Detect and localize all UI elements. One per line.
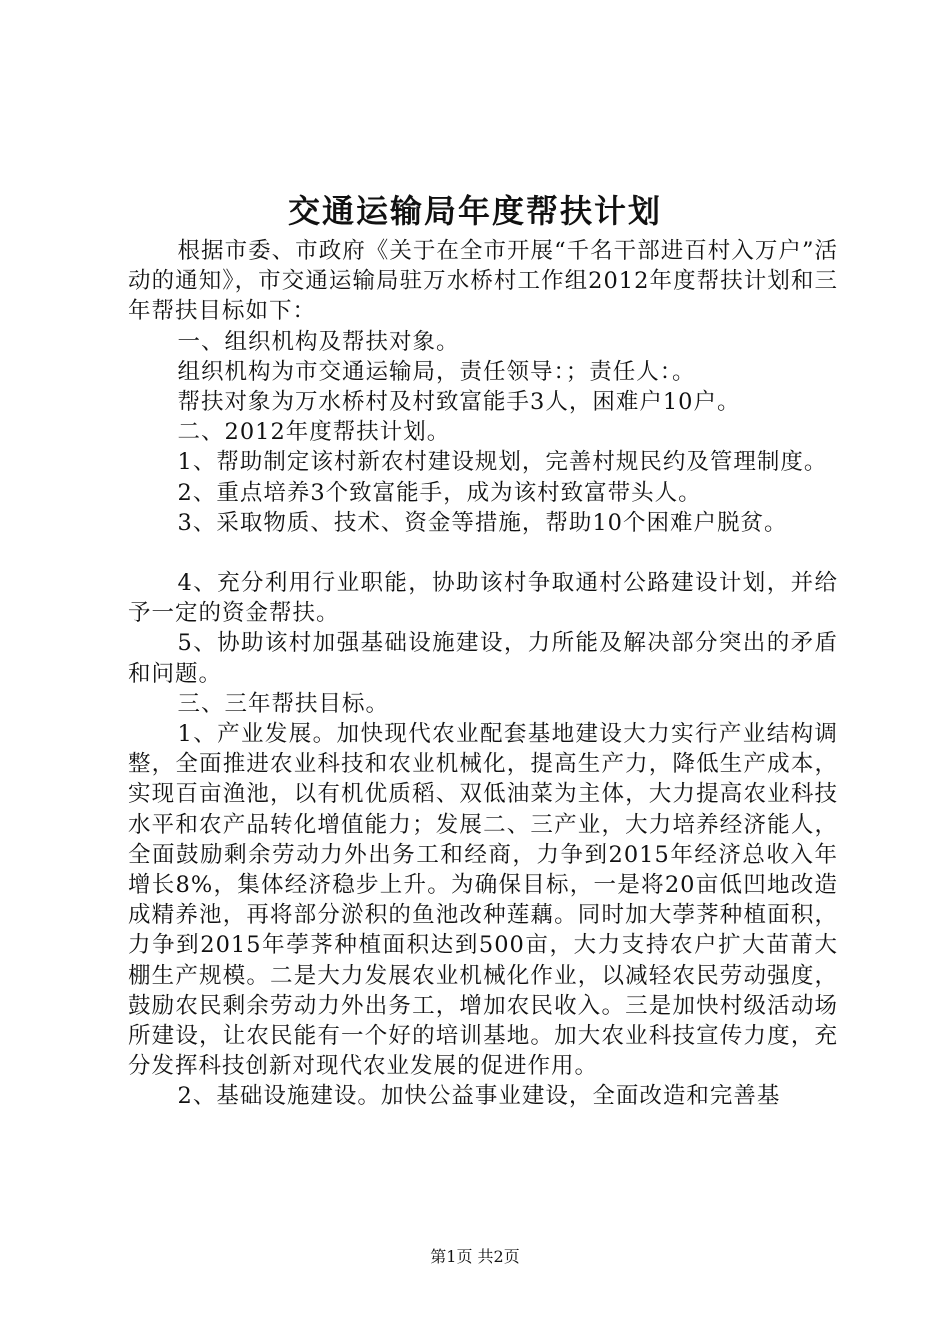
document-body	[128, 236, 838, 1112]
paragraph-targets: 帮扶对象为万水桥村及村致富能手3人，困难户10户。	[177, 389, 741, 416]
paragraph-goal-industry: 1、产业发展。加快现代农业配套基地建设大力实行产业结构调整，全面推进农业科技和农业机械化，提高生产力，降低生产成本，实现百亩渔池，以有机优质稻、双低油菜为主体，大力提高农业科技水平和农产品转化增值能力；发展二、三产业，大力培养经济能人，全面鼓励剩余劳动力外出务工和经商，力争到2015年经济总收入年增长8%，集体经济稳步上升。为确保目标，一是将20亩低凹地改造成精养池，再将部分淤积的鱼池改种莲藕。同时加大荸荠种植面积，力争到2015年荸荠种植面积达到500亩，大力支持农户扩大苗莆大棚生产规模。二是大力发展农业机械化作业，以减轻农民劳动强度，鼓励农民剩余劳动力外出务工，增加农民收入。三是加快村级活动场所建设，让农民能有一个好的培训基地。加大农业科技宣传力度，充分发挥科技创新对现代农业发展的促进作用。	[128, 721, 838, 1080]
document-title: 交通运输局年度帮扶计划	[287, 192, 662, 230]
paragraph-goal-infrastructure: 2、基础设施建设。加快公益事业建设，全面改造和完善基	[177, 1083, 781, 1110]
paragraph-section-3-heading: 三、三年帮扶目标。	[177, 690, 390, 717]
paragraph-plan-item-1: 1、帮助制定该村新农村建设规划，完善村规民约及管理制度。	[177, 449, 828, 476]
paragraph-plan-item-2: 2、重点培养3个致富能手，成为该村致富带头人。	[177, 479, 702, 506]
page-footer: 第1页 共2页	[430, 1247, 520, 1266]
paragraph-organization: 组织机构为市交通运输局，责任领导：；责任人：。	[177, 358, 696, 385]
paragraph-section-2-heading: 二、2012年度帮扶计划。	[177, 419, 451, 446]
paragraph-section-1-heading: 一、组织机构及帮扶对象。	[177, 328, 460, 355]
paragraph-plan-item-4: 4、充分利用行业职能，协助该村争取通村公路建设计划，并给予一定的资金帮扶。	[128, 570, 838, 627]
paragraph-intro: 根据市委、市政府《关于在全市开展“千名干部进百村入万户”活动的通知》，市交通运输局驻万水桥村工作组2012年度帮扶计划和三年帮扶目标如下：	[128, 238, 838, 325]
paragraph-plan-item-5: 5、协助该村加强基础设施建设，力所能及解决部分突出的矛盾和问题。	[128, 630, 838, 687]
paragraph-plan-item-3: 3、采取物质、技术、资金等措施，帮助10个困难户脱贫。	[177, 509, 788, 536]
